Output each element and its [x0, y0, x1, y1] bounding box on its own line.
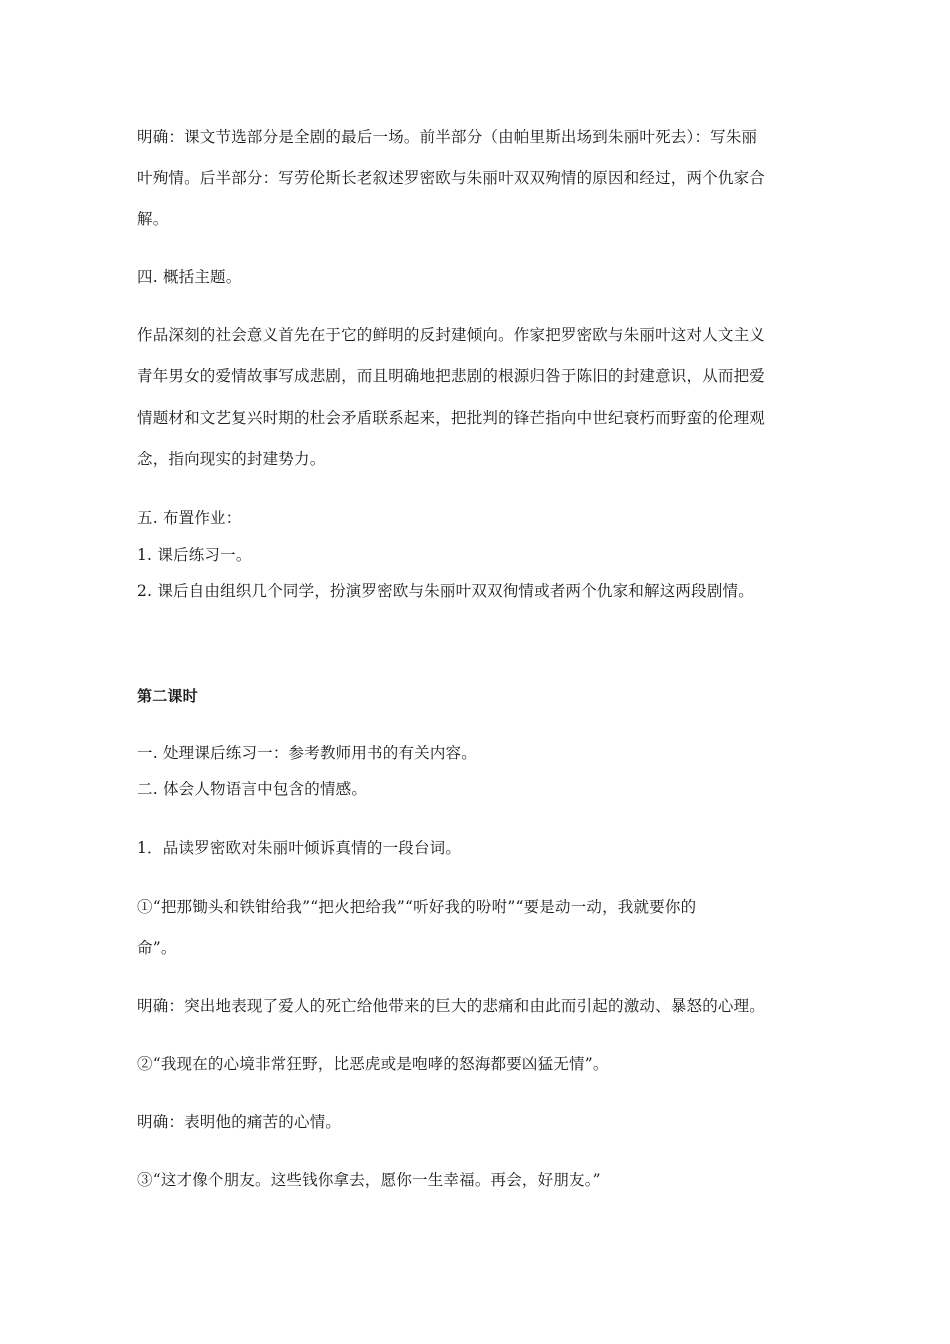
answer-line: 明确：表明他的痛苦的心情。: [137, 1113, 342, 1131]
paragraph-line: 情题材和文艺复兴时期的杜会矛盾联系起来，把批判的锋芒指向中世纪衰朽而野蛮的伦理观: [137, 409, 766, 427]
homework-item: 2. 课后自由组织几个同学，扮演罗密欧与朱丽叶双双徇情或者两个仇家和解这两段剧情。: [137, 582, 754, 600]
paragraph-line: 青年男女的爱情故事写成悲剧，而且明确地把悲剧的根源归咎于陈旧的封建意识，从而把爱: [137, 367, 766, 385]
paragraph-line: 明确：课文节选部分是全剧的最后一场。前半部分（由帕里斯出场到朱丽叶死去）：写朱丽: [137, 128, 758, 146]
homework-item: 1. 课后练习一。: [137, 546, 252, 564]
lesson-title: 第二课时: [137, 687, 198, 705]
quote-line: ③“这才像个朋友。这些钱你拿去，愿你一生幸福。再会，好朋友。”: [137, 1171, 601, 1189]
step-item: 一. 处理课后练习一：参考教师用书的有关内容。: [137, 744, 477, 762]
answer-line: 明确：突出地表现了爱人的死亡给他带来的巨大的悲痛和由此而引起的激动、暴怒的心理。: [137, 997, 766, 1015]
paragraph-line: 作品深刻的社会意义首先在于它的鲜明的反封建倾向。作家把罗密欧与朱丽叶这对人文主义: [137, 326, 766, 344]
quote-line: 命”。: [137, 939, 177, 957]
section-heading: 五. 布置作业：: [137, 509, 242, 527]
paragraph-line: 念，指向现实的封建势力。: [137, 450, 326, 468]
section-heading: 四. 概括主题。: [137, 268, 242, 286]
step-item: 二. 体会人物语言中包含的情感。: [137, 780, 368, 798]
quote-line: ②“我现在的心境非常狂野，比恶虎或是咆哮的怒海都要凶猛无情”。: [137, 1055, 609, 1073]
paragraph-line: 解。: [137, 210, 169, 228]
quote-line: ①“把那锄头和铁钳给我”“把火把给我”“听好我的吩咐”“要是动一动，我就要你的: [137, 898, 697, 916]
question-line: 1．品读罗密欧对朱丽叶倾诉真情的一段台词。: [137, 839, 462, 857]
paragraph-line: 叶殉情。后半部分：写劳伦斯长老叙述罗密欧与朱丽叶双双殉情的原因和经过，两个仇家合: [137, 169, 766, 187]
